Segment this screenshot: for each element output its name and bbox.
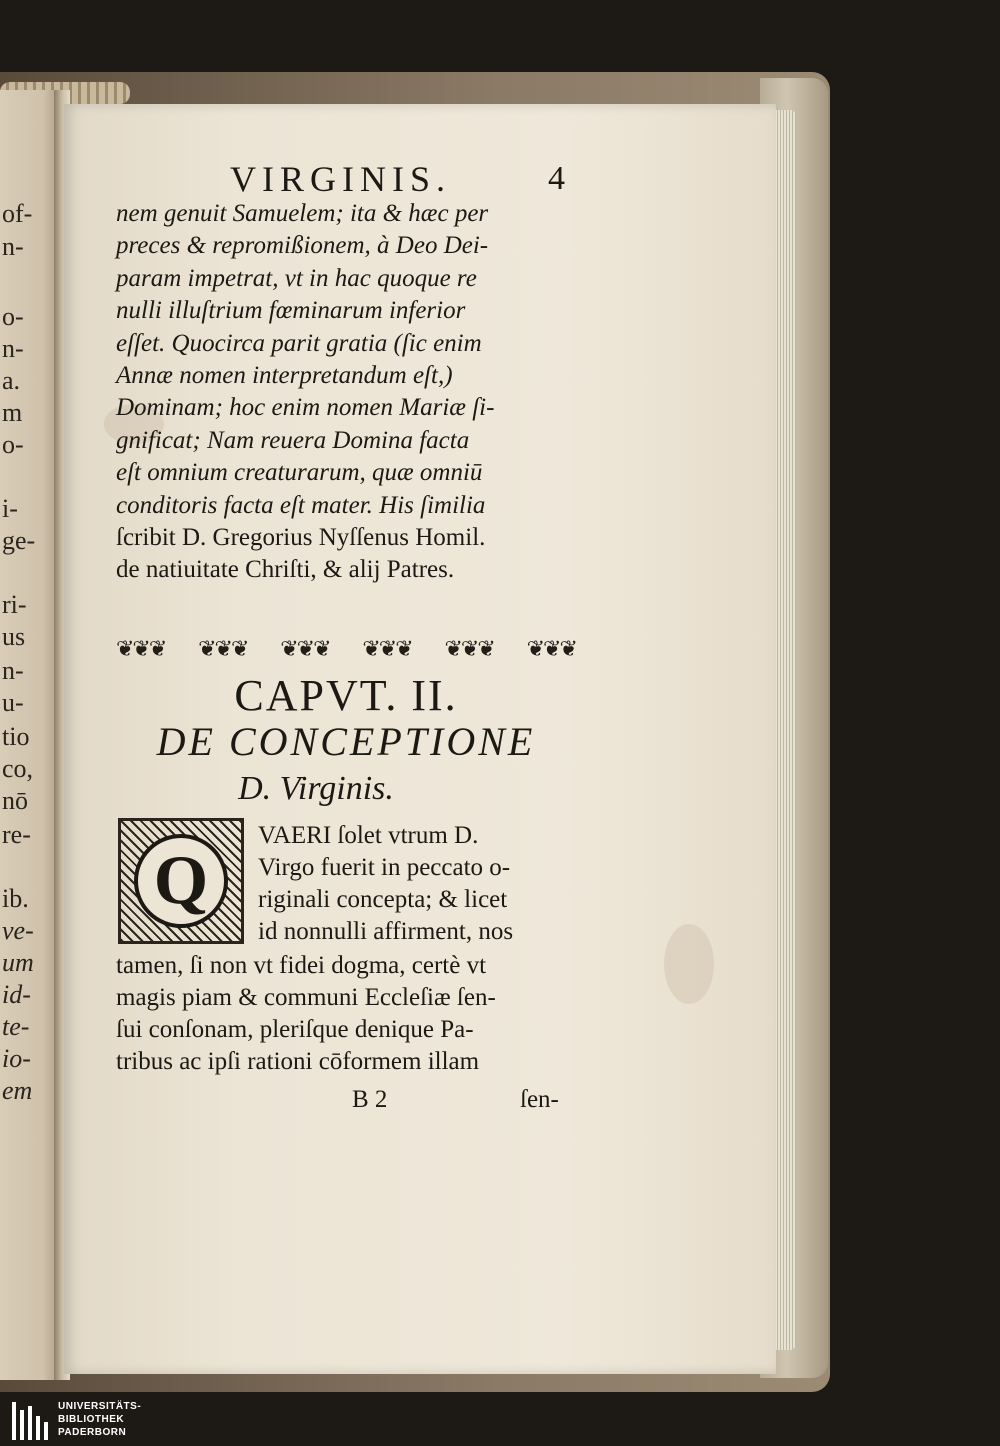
chapter-subtitle: DE CONCEPTIONE xyxy=(156,719,536,764)
left-page-fragment: us xyxy=(2,622,26,651)
left-page-fragment: ri- xyxy=(2,590,27,619)
chapter-title: CAPVT. II. xyxy=(234,671,458,720)
text-line: nulli illuſtrium fœminarum inferior xyxy=(116,297,466,325)
left-page-fragment: em xyxy=(2,1076,33,1105)
text-line: Dominam; hoc enim nomen Mariæ ſi- xyxy=(116,394,495,422)
library-logo-icon xyxy=(10,1400,50,1442)
left-page-fragment: m xyxy=(2,398,23,427)
text-line: gnificat; Nam reuera Domina facta xyxy=(116,426,470,454)
initial-letter: Q xyxy=(134,834,228,928)
logo-line: PADERBORN xyxy=(58,1427,127,1438)
paper-stain xyxy=(664,924,714,1004)
catchword: ſen- xyxy=(520,1086,559,1113)
text-line: eſſet. Quocirca parit gratia (ſic enim xyxy=(116,329,482,357)
text-line: ſui conſonam, pleriſque denique Pa- xyxy=(116,1016,474,1043)
text-line: nem genuit Samuelem; ita & hæc per xyxy=(116,200,489,227)
text-line: eſt omnium creaturarum, quæ omniū xyxy=(116,459,483,487)
left-page-fragment: co, xyxy=(2,754,34,783)
ornament-glyph: ❦❦❦ xyxy=(444,636,494,662)
text-line: Annæ nomen interpretandum eſt,) xyxy=(116,362,453,389)
logo-line: BIBLIOTHEK xyxy=(58,1414,125,1425)
left-page-fragment: n- xyxy=(2,232,24,261)
text-line: conditoris facta eſt mater. His ſimilia xyxy=(116,491,486,519)
ornament-glyph: ❦❦❦ xyxy=(280,636,330,662)
text-line: tamen, ſi non vt fidei dogma, certè vt xyxy=(116,952,487,979)
left-page xyxy=(0,90,62,1380)
left-page-fragment: re- xyxy=(2,820,31,849)
text-line: riginali concepta; & licet xyxy=(258,886,508,913)
text-line: ſcribit D. Gregorius Nyſſenus Homil. xyxy=(116,524,486,551)
text-line: preces & repromißionem, à Deo Dei- xyxy=(116,232,489,260)
left-page-fragment: o- xyxy=(2,302,24,331)
left-page-fragment: nō xyxy=(2,786,28,815)
decorated-initial xyxy=(118,818,244,944)
left-page-fragment: te- xyxy=(2,1012,30,1041)
chapter-subtitle-2: D. Virginis. xyxy=(238,770,394,807)
text-line: VAERI ſolet vtrum D. xyxy=(258,822,479,849)
ornament-glyph: ❦❦❦ xyxy=(116,636,166,662)
logo-line: UNIVERSITÄTS- xyxy=(58,1401,142,1412)
signature-mark: B 2 xyxy=(352,1086,388,1113)
left-page-fragment: ge- xyxy=(2,526,36,555)
left-page-fragment: ve- xyxy=(2,916,34,945)
footer-bar xyxy=(0,1396,1000,1446)
left-page-fragment: a. xyxy=(2,366,21,395)
text-line: Virgo fuerit in peccato o- xyxy=(258,854,511,881)
text-line: param impetrat, vt in hac quoque re xyxy=(116,264,477,292)
left-page-fragment: u- xyxy=(2,688,24,717)
ornament-glyph: ❦❦❦ xyxy=(526,636,576,662)
left-page-fragment: io- xyxy=(2,1044,31,1073)
text-line: de natiuitate Chriſti, & alij Patres. xyxy=(116,556,455,584)
left-page-fragment: n- xyxy=(2,334,24,363)
text-line: id nonnulli affirment, nos xyxy=(258,918,514,945)
page-number: 4 xyxy=(548,160,565,197)
left-page-fragment: ib. xyxy=(2,884,29,913)
library-logo-text xyxy=(58,1400,141,1439)
ornament-glyph: ❦❦❦ xyxy=(198,636,248,662)
ornament-border xyxy=(116,634,576,664)
left-page-fragment: tio xyxy=(2,722,30,751)
left-page-fragment: um xyxy=(2,948,34,977)
text-line: tribus ac ipſi rationi cōformem illam xyxy=(116,1048,480,1075)
running-head: VIRGINIS. xyxy=(230,159,451,199)
left-page-fragment: i- xyxy=(2,494,18,523)
text-line: magis piam & communi Eccleſiæ ſen- xyxy=(116,984,496,1011)
left-page-fragment: id- xyxy=(2,980,31,1009)
ornament-glyph: ❦❦❦ xyxy=(362,636,412,662)
left-page-fragment: o- xyxy=(2,430,24,459)
left-page-fragment: of- xyxy=(2,199,33,228)
left-page-fragment: n- xyxy=(2,656,24,685)
